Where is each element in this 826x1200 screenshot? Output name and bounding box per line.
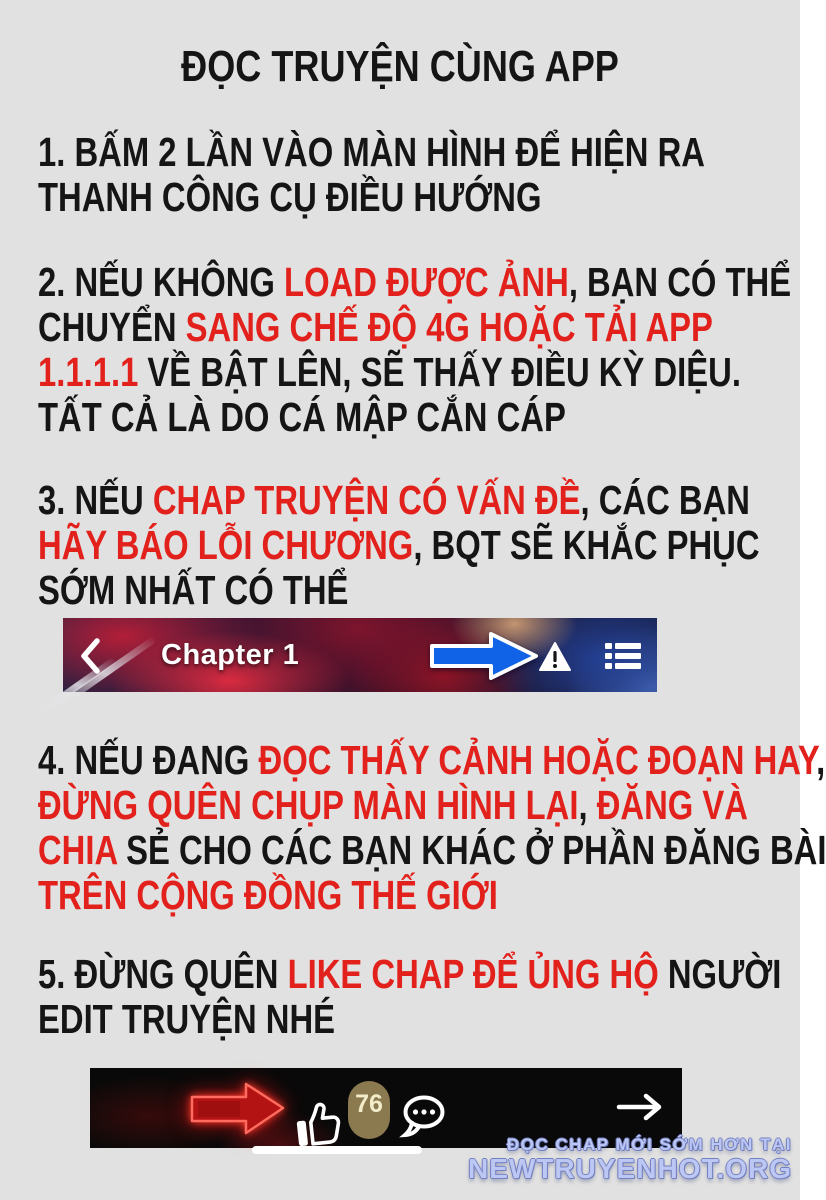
text-segment: 4. NẾU ĐANG <box>38 737 259 783</box>
text-segment: , CÁC BẠN <box>580 477 750 523</box>
back-chevron-icon[interactable] <box>77 637 103 675</box>
text-segment-highlight: LIKE CHAP ĐỂ ỦNG HỘ <box>287 951 659 997</box>
text-segment-highlight: CHAP TRUYỆN CÓ VẤN ĐỀ <box>152 477 581 523</box>
chapter-toolbar-screenshot <box>63 618 657 692</box>
thumbs-up-icon[interactable] <box>293 1100 347 1149</box>
instruction-4 <box>38 738 826 918</box>
page-title: ĐỌC TRUYỆN CÙNG APP <box>181 42 619 91</box>
chapter-list-icon[interactable] <box>605 643 641 669</box>
text-segment-highlight: TRÊN CỘNG ĐỒNG THẾ GIỚI <box>38 872 498 918</box>
text-segment: , BQT SẼ KHẮC PHỤC <box>413 522 760 568</box>
text-segment: CHUYỂN <box>38 304 186 350</box>
text-line <box>38 568 760 613</box>
watermark-tagline: ĐỌC CHAP MỚI SỚM HƠN TẠI <box>506 1135 792 1154</box>
text-segment: SẺ CHO CÁC BẠN KHÁC Ở PHẦN ĐĂNG BÀI <box>116 827 826 873</box>
instruction-5 <box>38 952 781 1042</box>
text-line <box>38 395 791 440</box>
home-indicator-bar <box>252 1146 422 1154</box>
text-line <box>38 175 705 220</box>
text-line <box>38 783 826 828</box>
text-line <box>38 478 760 523</box>
speech-bubble-icon[interactable] <box>402 1096 450 1138</box>
text-segment: SỚM NHẤT CÓ THỂ <box>38 567 349 613</box>
chapter-title: Chapter 1 <box>161 639 300 671</box>
instruction-3 <box>38 478 760 613</box>
text-segment-highlight: CHIA <box>38 827 117 873</box>
text-line <box>38 305 791 350</box>
text-segment: , <box>578 782 597 828</box>
text-line <box>38 260 791 305</box>
site-watermark <box>468 1136 792 1185</box>
text-line <box>38 738 826 783</box>
text-line <box>38 523 760 568</box>
text-segment-highlight: HÃY BÁO LỖI CHƯƠNG <box>38 522 414 568</box>
warning-triangle-icon[interactable] <box>539 642 571 672</box>
text-segment-highlight: 1.1.1.1 <box>38 349 139 395</box>
text-segment: EDIT TRUYỆN NHÉ <box>38 996 336 1042</box>
text-line <box>38 997 781 1042</box>
text-line <box>38 828 826 873</box>
instruction-1 <box>38 130 705 220</box>
text-segment: NGƯỜI <box>658 951 782 997</box>
text-line <box>38 952 781 997</box>
text-line <box>38 873 826 918</box>
red-arrow-right-icon <box>190 1080 286 1138</box>
text-segment: 1. BẤM 2 LẦN VÀO MÀN HÌNH ĐỂ HIỆN RA <box>38 129 705 175</box>
text-segment: THANH CÔNG CỤ ĐIỀU HƯỚNG <box>38 174 542 220</box>
text-line <box>38 350 791 395</box>
text-segment: VỀ BẬT LÊN, SẼ THẤY ĐIỀU KỲ DIỆU. <box>138 349 741 395</box>
text-segment-highlight: ĐỪNG QUÊN CHỤP MÀN HÌNH LẠI <box>38 782 579 828</box>
text-segment-highlight: ĐỌC THẤY CẢNH HOẶC ĐOẠN HAY <box>258 737 817 783</box>
text-segment: , <box>816 737 826 783</box>
art-streak <box>54 636 156 711</box>
next-arrow-icon[interactable] <box>616 1092 664 1122</box>
text-segment: 3. NẾU <box>38 477 153 523</box>
text-segment: TẤT CẢ LÀ DO CÁ MẬP CẮN CÁP <box>38 394 566 440</box>
like-count-badge: 76 <box>348 1081 390 1139</box>
blue-arrow-right-icon <box>429 630 541 682</box>
text-segment-highlight: SANG CHẾ ĐỘ 4G HOẶC TẢI APP <box>185 304 713 350</box>
text-segment: 5. ĐỪNG QUÊN <box>38 951 288 997</box>
text-segment-highlight: ĐĂNG VÀ <box>596 782 748 828</box>
text-segment: 2. NẾU KHÔNG <box>38 259 285 305</box>
text-line <box>38 130 705 175</box>
text-segment-highlight: LOAD ĐƯỢC ẢNH <box>284 259 569 305</box>
text-segment: , BẠN CÓ THỂ <box>568 259 792 305</box>
instruction-2 <box>38 260 791 440</box>
watermark-site-name: NEWTRUYENHOT.ORG <box>468 1153 792 1185</box>
